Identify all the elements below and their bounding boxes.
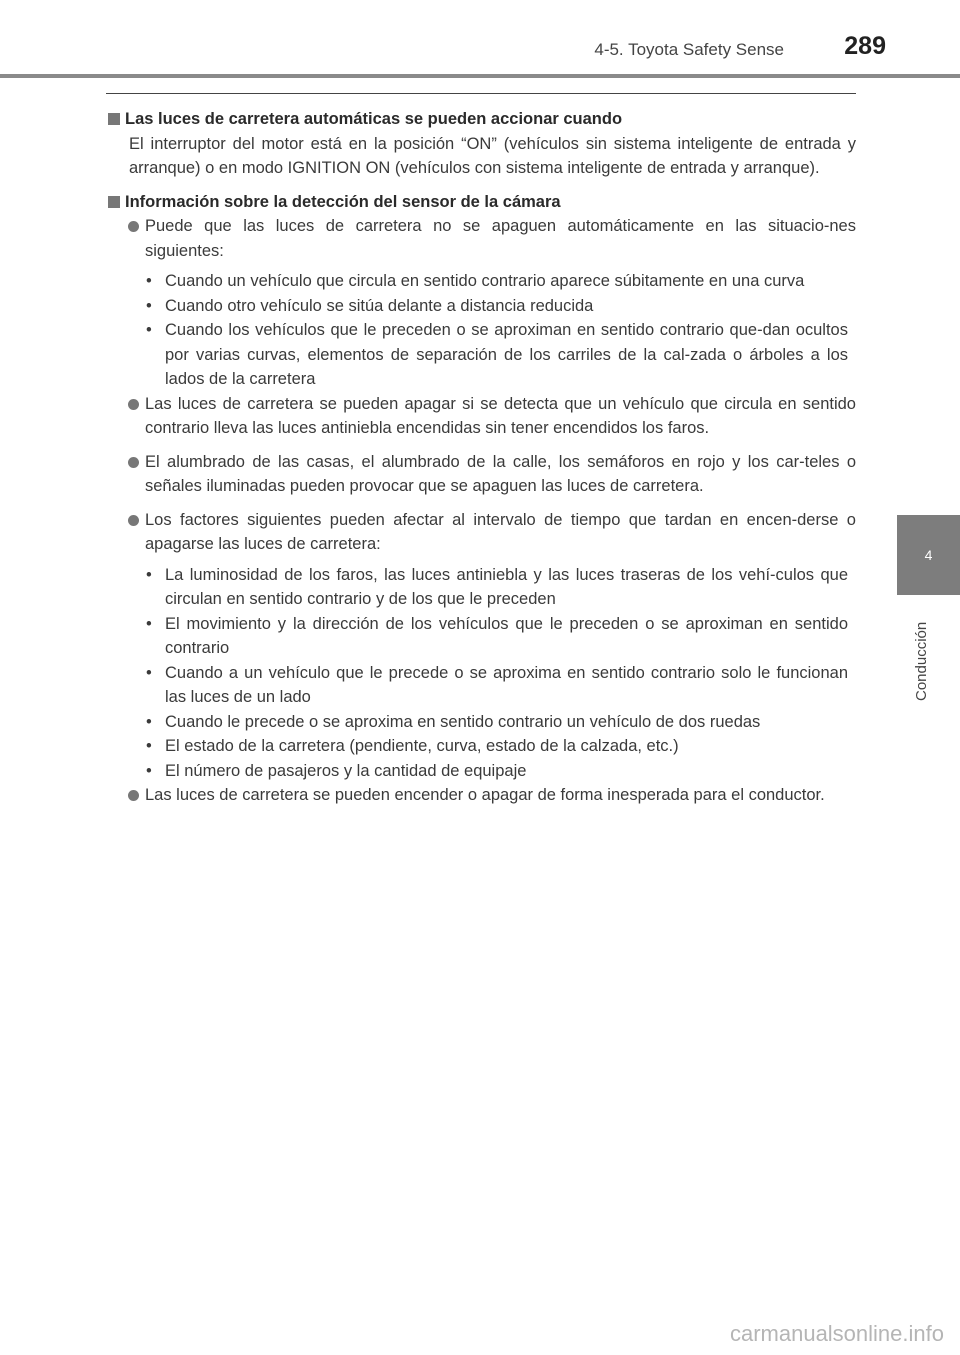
section-paragraph-1: El interruptor del motor está en la posición “ON” (vehículos sin sistema inteligente de entrada y arranque) o en modo IGNITION ON (vehículos con sistema inteligente de entrada y arranque). bbox=[129, 134, 856, 177]
sub-list-item: • Cuando otro vehículo se sitúa delante a distancia reducida bbox=[108, 294, 856, 319]
header-rule bbox=[0, 74, 960, 78]
dot-marker: • bbox=[146, 737, 152, 755]
sub-list-item: • Cuando le precede o se aproxima en sentido contrario un vehículo de dos ruedas bbox=[108, 710, 856, 735]
dot-marker: • bbox=[146, 272, 152, 290]
content-rule bbox=[106, 93, 856, 94]
list-item: Puede que las luces de carretera no se apaguen automáticamente en las situacio-nes siguientes: bbox=[108, 214, 856, 263]
chapter-title: Conducción bbox=[913, 621, 930, 701]
list-item: El alumbrado de las casas, el alumbrado de la calle, los semáforos en rojo y los car-teles o señales iluminadas pueden provocar que se apaguen las luces de carretera. bbox=[108, 450, 856, 499]
circle-bullet-icon bbox=[128, 399, 139, 410]
sub-list-item: • Cuando a un vehículo que le precede o se aproxima en sentido contrario solo le funcionan las luces de un lado bbox=[108, 661, 856, 710]
sub-list-item: • Cuando un vehículo que circula en sentido contrario aparece súbitamente en una curva bbox=[108, 269, 856, 294]
chapter-tab bbox=[897, 515, 960, 595]
dot-marker: • bbox=[146, 663, 152, 682]
watermark-text: carmanualsonline.info bbox=[729, 1321, 944, 1346]
dot-marker: • bbox=[146, 761, 152, 780]
section-title: 4-5. Toyota Safety Sense bbox=[594, 40, 784, 59]
dot-marker: • bbox=[146, 321, 152, 339]
page-number: 289 bbox=[844, 32, 886, 60]
circle-bullet-icon bbox=[128, 457, 139, 468]
chapter-number: 4 bbox=[924, 547, 933, 563]
dot-marker: • bbox=[146, 565, 152, 584]
sub-list-item: • El movimiento y la dirección de los vehículos que le preceden o se aproximan en sentido contrario bbox=[108, 612, 856, 661]
sub-list-item: • La luminosidad de los faros, las luces antiniebla y las luces traseras de los vehí-culos que circulan en sentido contrario y de los que le preceden bbox=[108, 563, 856, 612]
dot-marker: • bbox=[146, 296, 152, 315]
dot-marker: • bbox=[146, 614, 152, 633]
page-content bbox=[108, 107, 856, 808]
page-header bbox=[0, 0, 960, 80]
sub-list-item: • Cuando los vehículos que le preceden o se aproximan en sentido contrario que-dan ocultos por varias curvas, elementos de separación de los carriles de la cal-zada o árboles a los lados de la carretera bbox=[108, 318, 856, 392]
square-bullet-icon bbox=[108, 196, 120, 208]
section-heading-2: Información sobre la detección del sensor de la cámara bbox=[108, 190, 856, 215]
dot-marker: • bbox=[146, 712, 152, 731]
chapter-label bbox=[905, 606, 945, 706]
circle-bullet-icon bbox=[128, 221, 139, 232]
list-item: Los factores siguientes pueden afectar al intervalo de tiempo que tardan en encen-derse o apagarse las luces de carretera: bbox=[108, 508, 856, 557]
circle-bullet-icon bbox=[128, 515, 139, 526]
square-bullet-icon bbox=[108, 113, 120, 125]
list-item: Las luces de carretera se pueden encender o apagar de forma inesperada para el conductor. bbox=[108, 783, 856, 808]
circle-bullet-icon bbox=[128, 790, 139, 801]
section-heading-1: Las luces de carretera automáticas se pueden accionar cuando bbox=[108, 107, 856, 132]
list-item: Las luces de carretera se pueden apagar si se detecta que un vehículo que circula en sentido contrario lleva las luces antiniebla encendidas sin tener encendidos los faros. bbox=[108, 392, 856, 441]
sub-list-item: • El número de pasajeros y la cantidad de equipaje bbox=[108, 759, 856, 784]
sub-list-item: • El estado de la carretera (pendiente, curva, estado de la calzada, etc.) bbox=[108, 734, 856, 759]
